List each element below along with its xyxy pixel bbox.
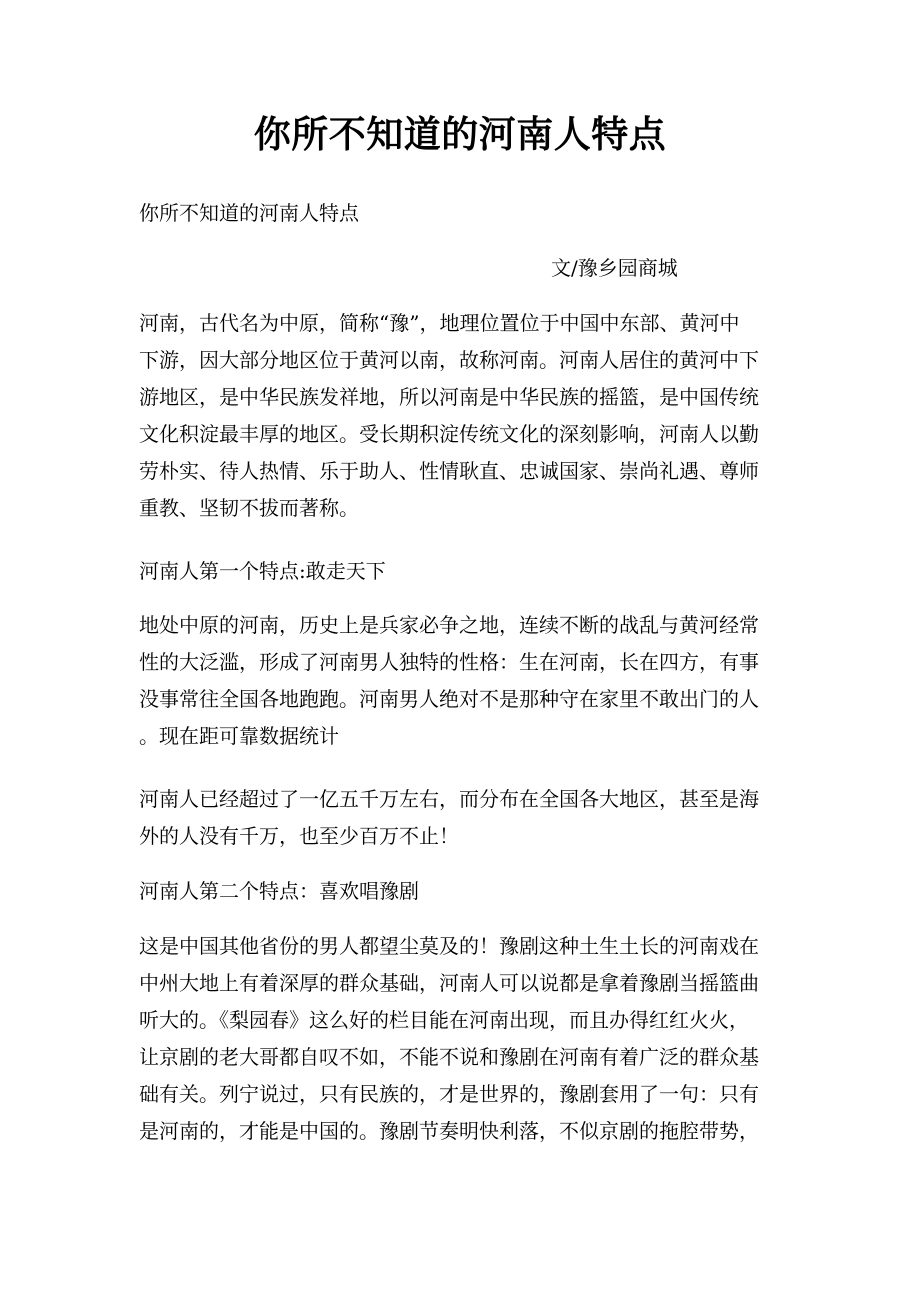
section-heading-2: 河南人第二个特点：喜欢唱豫剧 <box>139 879 419 903</box>
paragraph-line: 文化积淀最丰厚的地区。受长期积淀传统文化的深刻影响，河南人以勤 <box>139 422 759 446</box>
paragraph-line: 河南，古代名为中原，简称“豫”，地理位置位于中国中东部、黄河中 <box>139 311 740 335</box>
paragraph-line: 劳朴实、待人热情、乐于助人、性情耿直、忠诚国家、崇尚礼遇、尊师 <box>139 459 759 483</box>
document-title: 你所不知道的河南人特点 <box>253 112 667 156</box>
paragraph-line: 没事常往全国各地跑跑。河南男人绝对不是那种守在家里不敢出门的人 <box>139 687 759 711</box>
section-heading-1: 河南人第一个特点:敢走天下 <box>139 559 386 583</box>
document-subtitle: 你所不知道的河南人特点 <box>139 201 359 225</box>
paragraph-line: 游地区，是中华民族发祥地，所以河南是中华民族的摇篮，是中国传统 <box>139 385 759 409</box>
paragraph-line: 是河南的，才能是中国的。豫剧节奏明快利落，不似京剧的拖腔带势， <box>139 1119 759 1143</box>
paragraph-line: 重教、坚韧不拔而著称。 <box>139 496 359 520</box>
paragraph-line: 这是中国其他省份的男人都望尘莫及的！豫剧这种土生土长的河南戏在 <box>139 934 759 958</box>
paragraph-line: 下游，因大部分地区位于黄河以南，故称河南。河南人居住的黄河中下 <box>139 348 759 372</box>
paragraph-line: 础有关。列宁说过，只有民族的，才是世界的，豫剧套用了一句：只有 <box>139 1082 759 1106</box>
paragraph-line: 中州大地上有着深厚的群众基础，河南人可以说都是拿着豫剧当摇篮曲 <box>139 971 759 995</box>
paragraph-line: 河南人已经超过了一亿五千万左右，而分布在全国各大地区，甚至是海 <box>139 787 759 811</box>
paragraph-line: 性的大泛滥，形成了河南男人独特的性格：生在河南，长在四方，有事 <box>139 650 759 674</box>
byline: 文/豫乡园商城 <box>551 256 678 280</box>
paragraph-line: 外的人没有千万，也至少百万不止！ <box>139 824 459 848</box>
paragraph-line: 地处中原的河南，历史上是兵家必争之地，连续不断的战乱与黄河经常 <box>139 613 759 637</box>
paragraph-line: 。现在距可靠数据统计 <box>139 724 339 748</box>
paragraph-line: 听大的。《梨园春》这么好的栏目能在河南出现，而且办得红红火火， <box>139 1008 749 1032</box>
paragraph-line: 让京剧的老大哥都自叹不如，不能不说和豫剧在河南有着广泛的群众基 <box>139 1045 759 1069</box>
